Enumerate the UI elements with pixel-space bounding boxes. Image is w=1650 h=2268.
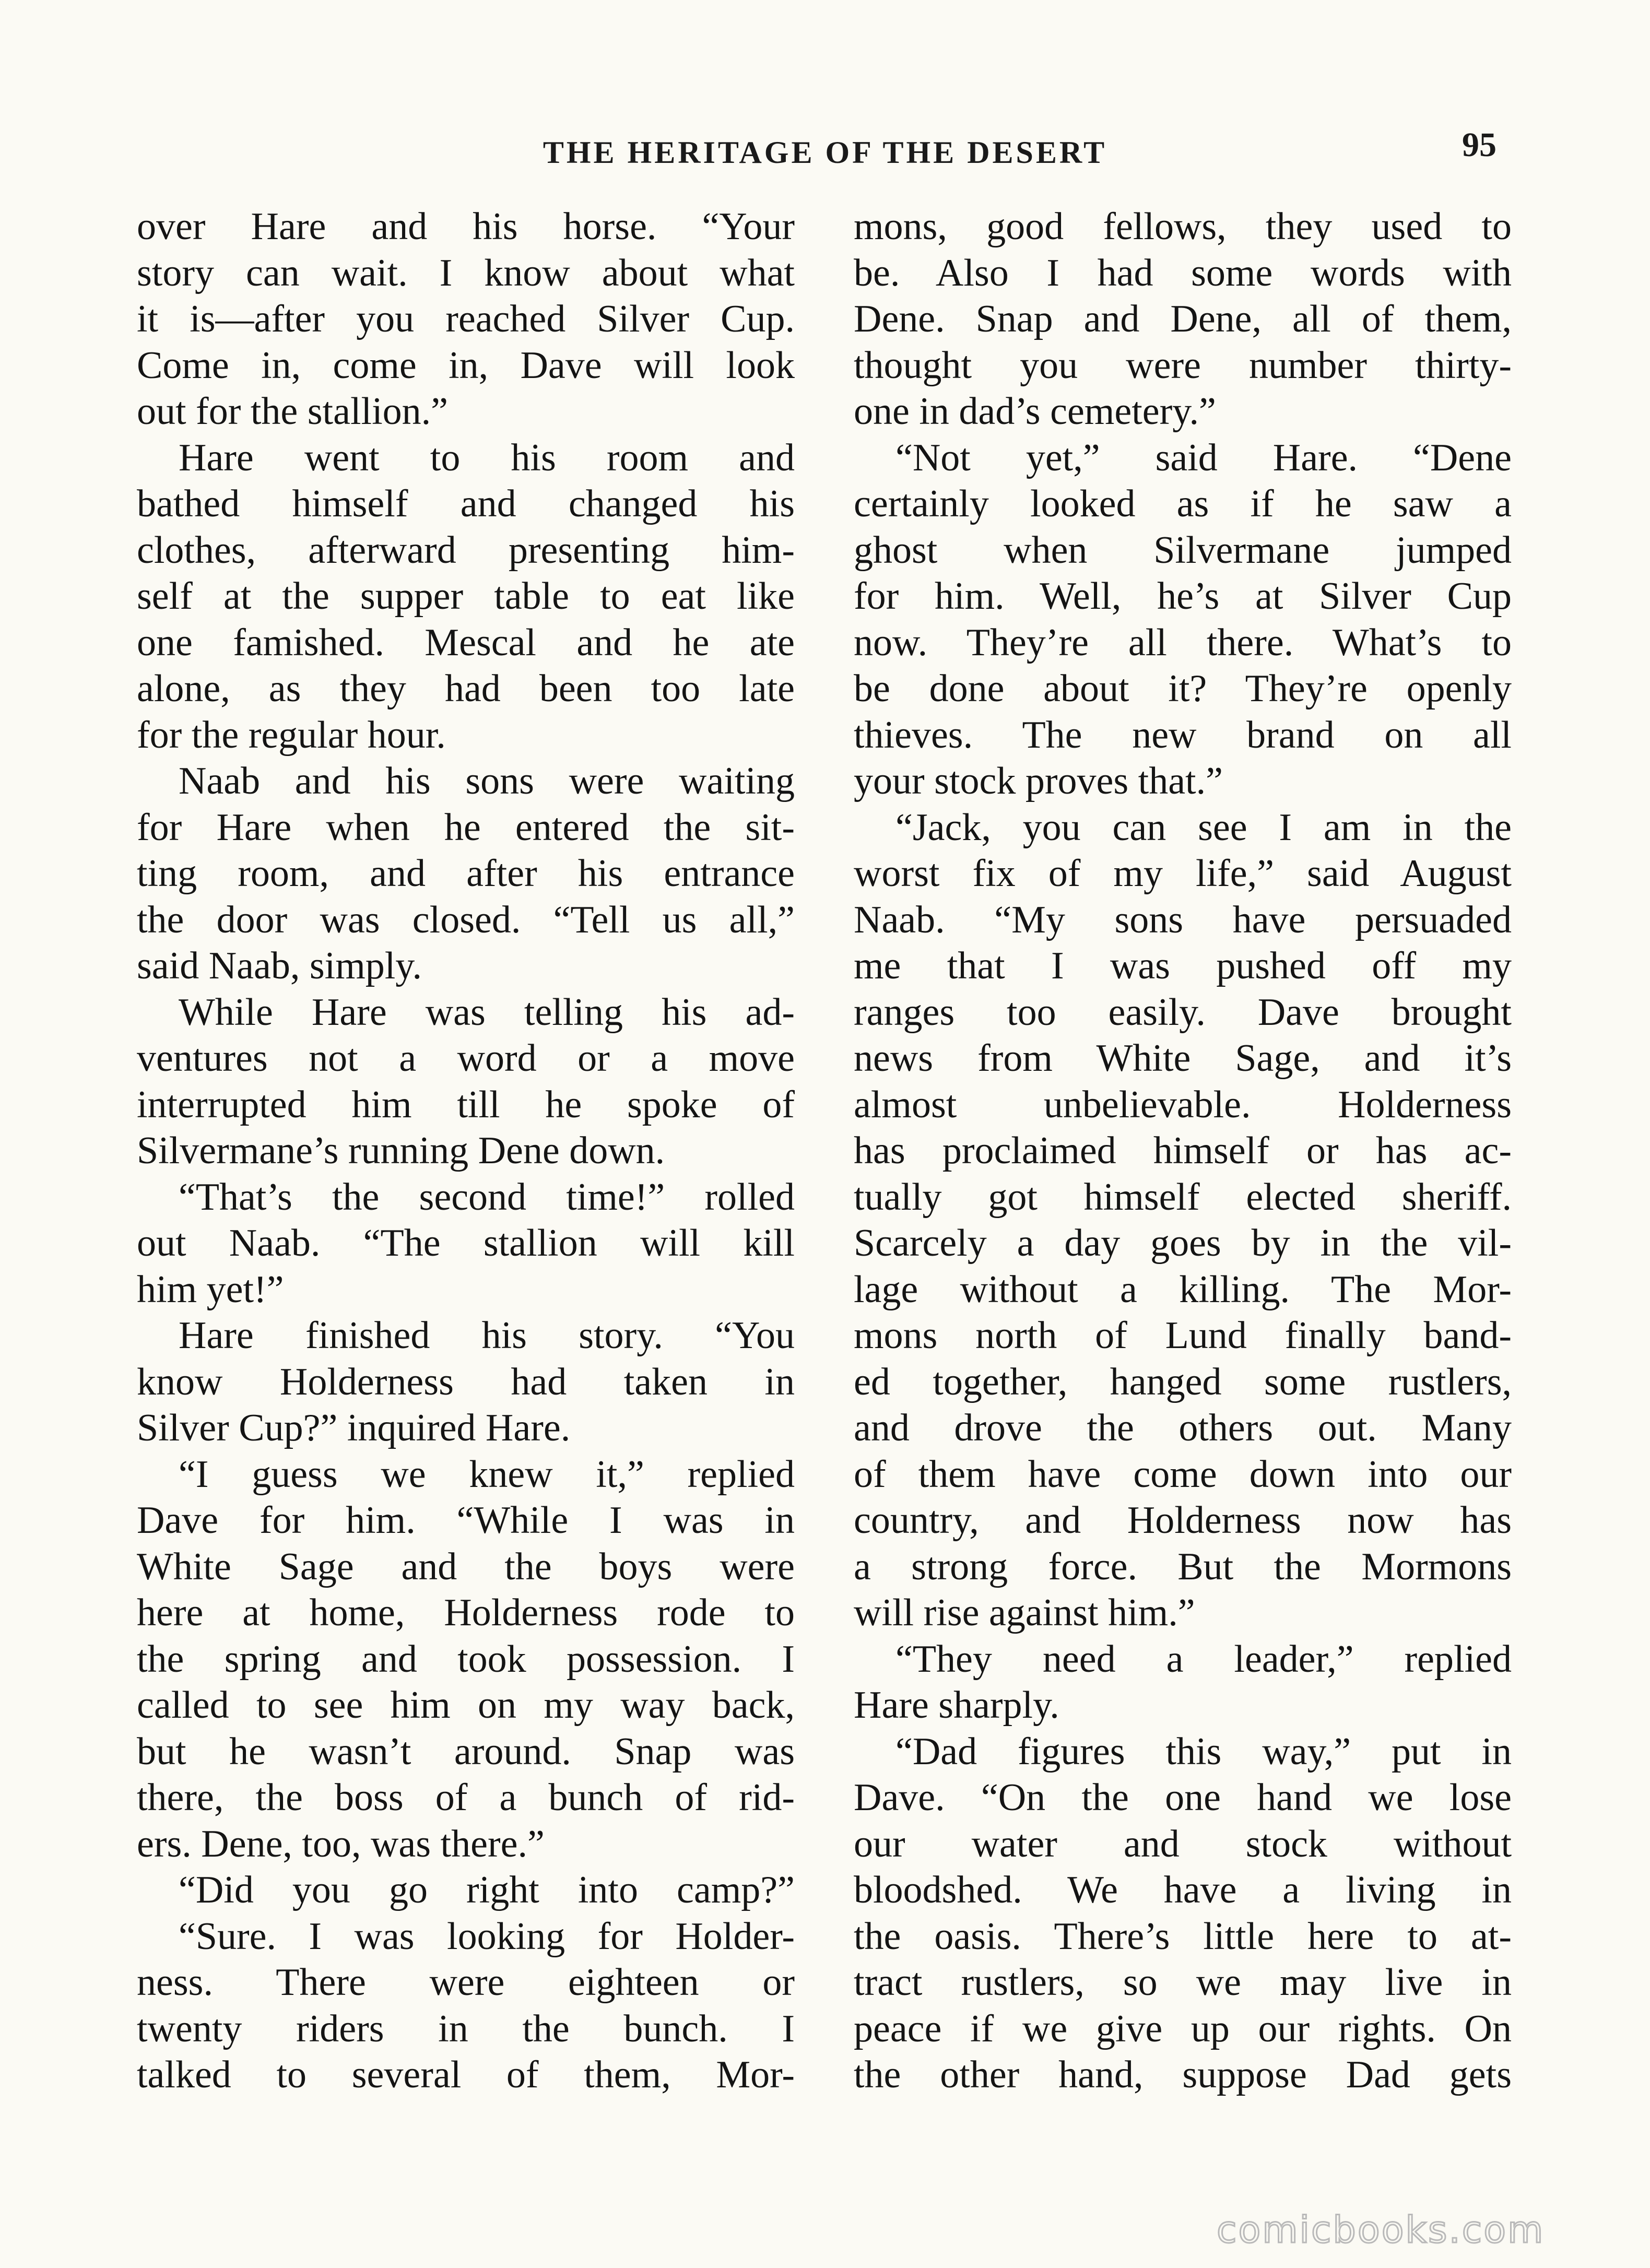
text-line: will rise against him.” — [854, 1591, 1195, 1634]
text-line: country, and Holderness now has — [854, 1499, 1512, 1542]
text-line: called to see him on my way back, — [137, 1684, 795, 1727]
text-column-right — [854, 204, 1512, 2098]
text-line: here at home, Holderness rode to — [137, 1591, 795, 1634]
text-line: know Holderness had taken in — [137, 1360, 795, 1403]
text-line: a strong force. But the Mormons — [854, 1545, 1512, 1588]
text-line: Hare went to his room and — [179, 436, 795, 479]
text-line: lage without a killing. The Mor- — [854, 1268, 1512, 1311]
text-line: ness. There were eighteen or — [137, 1961, 795, 2004]
text-line: out for the stallion.” — [137, 390, 448, 433]
text-line: mons, good fellows, they used to — [854, 205, 1512, 248]
text-line: be. Also I had some words with — [854, 251, 1512, 294]
text-line: him yet!” — [137, 1268, 284, 1311]
text-line: Hare sharply. — [854, 1684, 1059, 1727]
text-line: “They need a leader,” replied — [895, 1637, 1512, 1681]
text-line: story can wait. I know about what — [137, 251, 795, 294]
text-line: the oasis. There’s little here to at- — [854, 1915, 1512, 1958]
text-line: one famished. Mescal and he ate — [137, 621, 795, 664]
text-line: out Naab. “The stallion will kill — [137, 1222, 795, 1265]
text-line: tually got himself elected sheriff. — [854, 1175, 1512, 1219]
text-line: almost unbelievable. Holderness — [854, 1083, 1512, 1126]
text-line: ghost when Silvermane jumped — [854, 528, 1512, 572]
text-line: has proclaimed himself or has ac- — [854, 1129, 1512, 1172]
text-line: certainly looked as if he saw a — [854, 482, 1512, 525]
text-line: “Did you go right into camp?” — [179, 1869, 795, 1911]
page-number: 95 — [1462, 126, 1496, 164]
text-line: peace if we give up our rights. On — [854, 2007, 1512, 2050]
text-line: While Hare was telling his ad- — [179, 990, 795, 1034]
text-line: Dene. Snap and Dene, all of them, — [854, 298, 1512, 340]
running-title: THE HERITAGE OF THE DESERT — [543, 135, 1107, 170]
text-line: “I guess we knew it,” replied — [179, 1452, 795, 1496]
text-line: for him. Well, he’s at Silver Cup — [854, 575, 1512, 618]
text-line: ting room, and after his entrance — [137, 852, 795, 895]
text-line: worst fix of my life,” said August — [854, 852, 1512, 895]
text-line: thieves. The new brand on all — [854, 713, 1512, 757]
text-line: of them have come down into our — [854, 1452, 1512, 1496]
text-line: your stock proves that.” — [854, 760, 1223, 802]
text-line: “That’s the second time!” rolled — [179, 1175, 795, 1219]
text-line: Scarcely a day goes by in the vil- — [854, 1222, 1512, 1265]
text-line: “Dad figures this way,” put in — [895, 1730, 1512, 1773]
text-line: Dave for him. “While I was in — [137, 1499, 795, 1542]
text-line: it is—after you reached Silver Cup. — [137, 298, 795, 340]
text-line: for the regular hour. — [137, 713, 446, 757]
text-line: alone, as they had been too late — [137, 667, 795, 710]
text-line: our water and stock without — [854, 1822, 1512, 1865]
text-line: Silvermane’s running Dene down. — [137, 1129, 665, 1172]
text-line: White Sage and the boys were — [137, 1545, 795, 1588]
text-line: Hare finished his story. “You — [179, 1314, 795, 1357]
text-line: twenty riders in the bunch. I — [137, 2007, 795, 2050]
text-line: Silver Cup?” inquired Hare. — [137, 1407, 571, 1449]
text-column-left — [137, 204, 795, 2098]
text-line: mons north of Lund finally band- — [854, 1314, 1512, 1357]
text-line: “Not yet,” said Hare. “Dene — [895, 436, 1512, 479]
text-line: self at the supper table to eat like — [137, 575, 795, 618]
text-line: ed together, hanged some rustlers, — [854, 1360, 1512, 1403]
text-line: “Sure. I was looking for Holder- — [179, 1915, 795, 1958]
text-line: “Jack, you can see I am in the — [895, 806, 1512, 849]
text-line: for Hare when he entered the sit- — [137, 806, 795, 849]
text-line: talked to several of them, Mor- — [137, 2053, 795, 2096]
text-line: news from White Sage, and it’s — [854, 1037, 1512, 1080]
text-line: Dave. “On the one hand we lose — [854, 1776, 1512, 1819]
text-line: said Naab, simply. — [137, 944, 422, 987]
text-line: now. They’re all there. What’s to — [854, 621, 1512, 664]
text-line: thought you were number thirty- — [854, 344, 1512, 387]
text-line: tract rustlers, so we may live in — [854, 1961, 1512, 2004]
text-line: there, the boss of a bunch of rid- — [137, 1776, 795, 1819]
text-line: bathed himself and changed his — [137, 482, 795, 525]
text-line: the other hand, suppose Dad gets — [854, 2053, 1512, 2096]
text-line: and drove the others out. Many — [854, 1407, 1512, 1449]
text-line: but he wasn’t around. Snap was — [137, 1730, 795, 1773]
text-line: the spring and took possession. I — [137, 1637, 795, 1681]
text-line: be done about it? They’re openly — [854, 667, 1512, 710]
text-line: ventures not a word or a move — [137, 1037, 795, 1080]
text-line: Naab. “My sons have persuaded — [854, 898, 1512, 941]
text-line: clothes, afterward presenting him- — [137, 528, 795, 572]
text-line: ers. Dene, too, was there.” — [137, 1822, 545, 1865]
text-line: ranges too easily. Dave brought — [854, 990, 1512, 1034]
text-line: Come in, come in, Dave will look — [137, 344, 795, 387]
text-line: Naab and his sons were waiting — [179, 760, 795, 802]
text-line: one in dad’s cemetery.” — [854, 390, 1216, 433]
text-line: the door was closed. “Tell us all,” — [137, 898, 795, 941]
text-line: interrupted him till he spoke of — [137, 1083, 795, 1126]
watermark-logo: comicbooks.com — [1217, 2208, 1545, 2251]
text-line: me that I was pushed off my — [854, 944, 1512, 987]
text-line: over Hare and his horse. “Your — [137, 205, 795, 248]
text-line: bloodshed. We have a living in — [854, 1869, 1512, 1911]
